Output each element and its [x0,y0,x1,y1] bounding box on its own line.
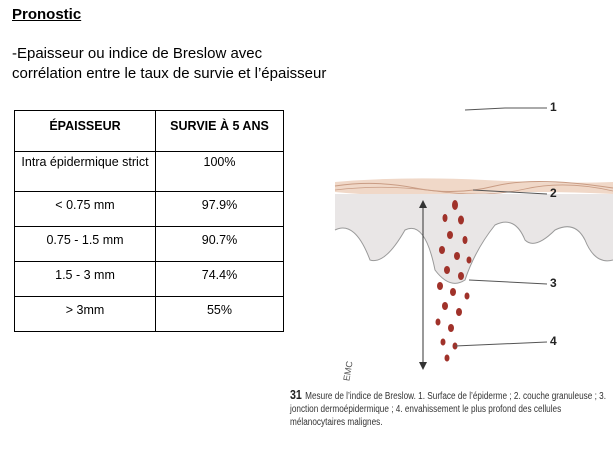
figure-label-2: 2 [550,186,557,200]
figure-label-1: 1 [550,100,557,114]
figure-label-3: 3 [550,276,557,290]
page-title: Pronostic [12,6,82,23]
table-header-row [15,111,284,152]
header-thickness: ÉPAISSEUR [15,111,156,152]
cell-thickness: < 0.75 mm [15,192,156,227]
leader-line-4 [455,342,547,346]
skin-cross-section-drawing [285,90,613,390]
figure-caption-text: Mesure de l’indice de Breslow. 1. Surface de l’épiderme ; 2. couche granuleuse ; 3. jonction dermoépidermique ; 4. envahissement le plus profond des cellules mélanocytaires malignes. [290,391,606,428]
table-row [15,152,284,192]
table-row [15,262,284,297]
intro-text [12,44,326,84]
cell-survival: 74.4% [156,262,284,297]
cell-survival: 100% [156,152,284,192]
table-row [15,192,284,227]
table-row [15,227,284,262]
intro-line-1: -Epaisseur ou indice de Breslow avec [12,45,263,62]
cell-survival: 90.7% [156,227,284,262]
figure-number: 31 [290,387,302,402]
figure-caption [290,388,610,429]
emc-watermark: EMC [341,360,355,382]
header-survival: SURVIE À 5 ANS [156,111,284,152]
cell-thickness: 1.5 - 3 mm [15,262,156,297]
figure-label-4: 4 [550,334,557,348]
cell-survival: 55% [156,297,284,332]
cell-thickness: Intra épidermique strict [15,152,156,192]
leader-line-3 [469,280,547,284]
cell-survival: 97.9% [156,192,284,227]
cell-thickness: 0.75 - 1.5 mm [15,227,156,262]
table-row [15,297,284,332]
cell-thickness: > 3mm [15,297,156,332]
intro-line-2: corrélation entre le taux de survie et l’épaisseur [12,65,327,82]
epidermis-rete [335,194,613,283]
breslow-survival-table [14,110,284,332]
